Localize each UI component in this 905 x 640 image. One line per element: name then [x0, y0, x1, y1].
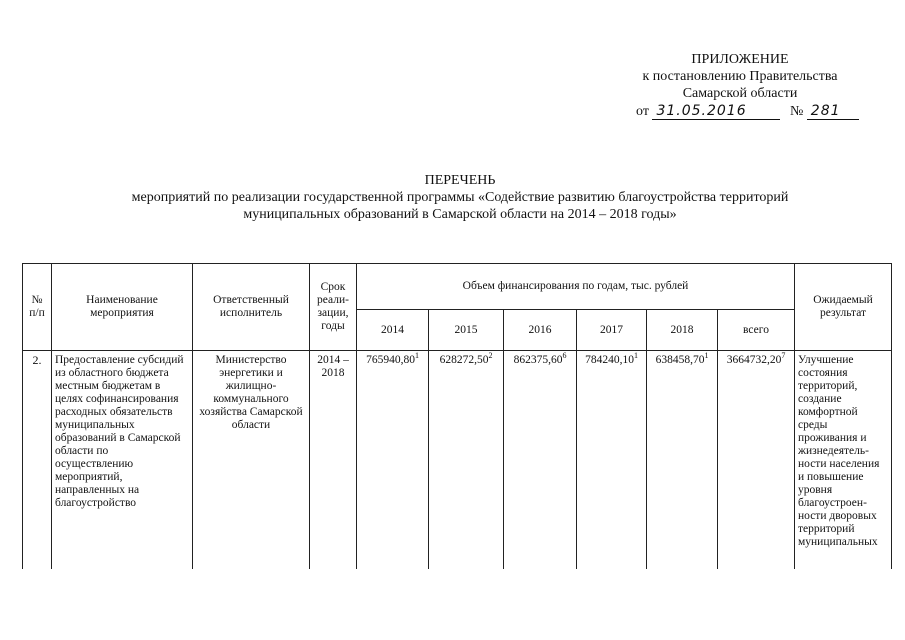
decree-number-handwritten: 281 [807, 103, 859, 120]
row-name: Предоставление субсидий из областного бюджета местным бюджетам в целях софинансирования расходных обязательств муниципальных образований в Самарской области по осуществлению мероприятий, направленных на благоустройство [52, 351, 193, 570]
header-num: № п/п [23, 264, 52, 351]
header-year-2016: 2016 [504, 310, 577, 351]
row-executor: Министерство энергетики и жилищно-коммунального хозяйства Самарской области [193, 351, 310, 570]
header-result: Ожидаемый результат [795, 264, 892, 351]
header-funding: Объем финансирования по годам, тыс. рублей [357, 264, 795, 310]
header-executor: Ответственный исполнитель [193, 264, 310, 351]
header-year-2018: 2018 [647, 310, 718, 351]
header-year-2015: 2015 [429, 310, 504, 351]
appendix-line1: к постановлению Правительства [642, 69, 838, 84]
header-year-2017: 2017 [577, 310, 647, 351]
header-name: Наименование мероприятия [52, 264, 193, 351]
decree-date-line [636, 103, 859, 120]
value-2017: 784240,10$^1$ [577, 351, 647, 570]
document-title: ПЕРЕЧЕНЬ [424, 173, 496, 188]
value-total: 3664732,20$^7$ [718, 351, 795, 570]
row-num: 2. [23, 351, 52, 570]
value-2018: 638458,70$^1$ [647, 351, 718, 570]
measures-table [22, 263, 892, 569]
appendix-header [600, 51, 880, 102]
header-term: Срок реали-зации, годы [310, 264, 357, 351]
date-prefix: от [636, 104, 649, 119]
row-term: 2014 – 2018 [310, 351, 357, 570]
number-prefix: № [789, 104, 804, 119]
appendix-line2: Самарской области [682, 86, 798, 101]
row-result: Улучшение состояния территорий, создание комфортной среды проживания и жизнедеятель-ности населения и повышение уровня благоустроен-ности дворовых территорий муниципальных [795, 351, 892, 570]
value-2016: 862375,60$^6$ [504, 351, 577, 570]
table-header-row-1 [23, 264, 892, 310]
value-2014: 765940,80$^1$ [357, 351, 429, 570]
document-title-block [60, 172, 860, 223]
document-subtitle-line1: мероприятий по реализации государственной программы «Содействие развитию благоустройства территорий [131, 190, 789, 205]
decree-date-handwritten: 31.05.2016 [652, 103, 780, 120]
value-2015: 628272,50$^2$ [429, 351, 504, 570]
document-subtitle-line2: муниципальных образований в Самарской области на 2014 – 2018 годы» [243, 207, 677, 222]
table-row [23, 351, 892, 570]
appendix-title: ПРИЛОЖЕНИЕ [691, 52, 789, 67]
header-total: всего [718, 310, 795, 351]
header-year-2014: 2014 [357, 310, 429, 351]
